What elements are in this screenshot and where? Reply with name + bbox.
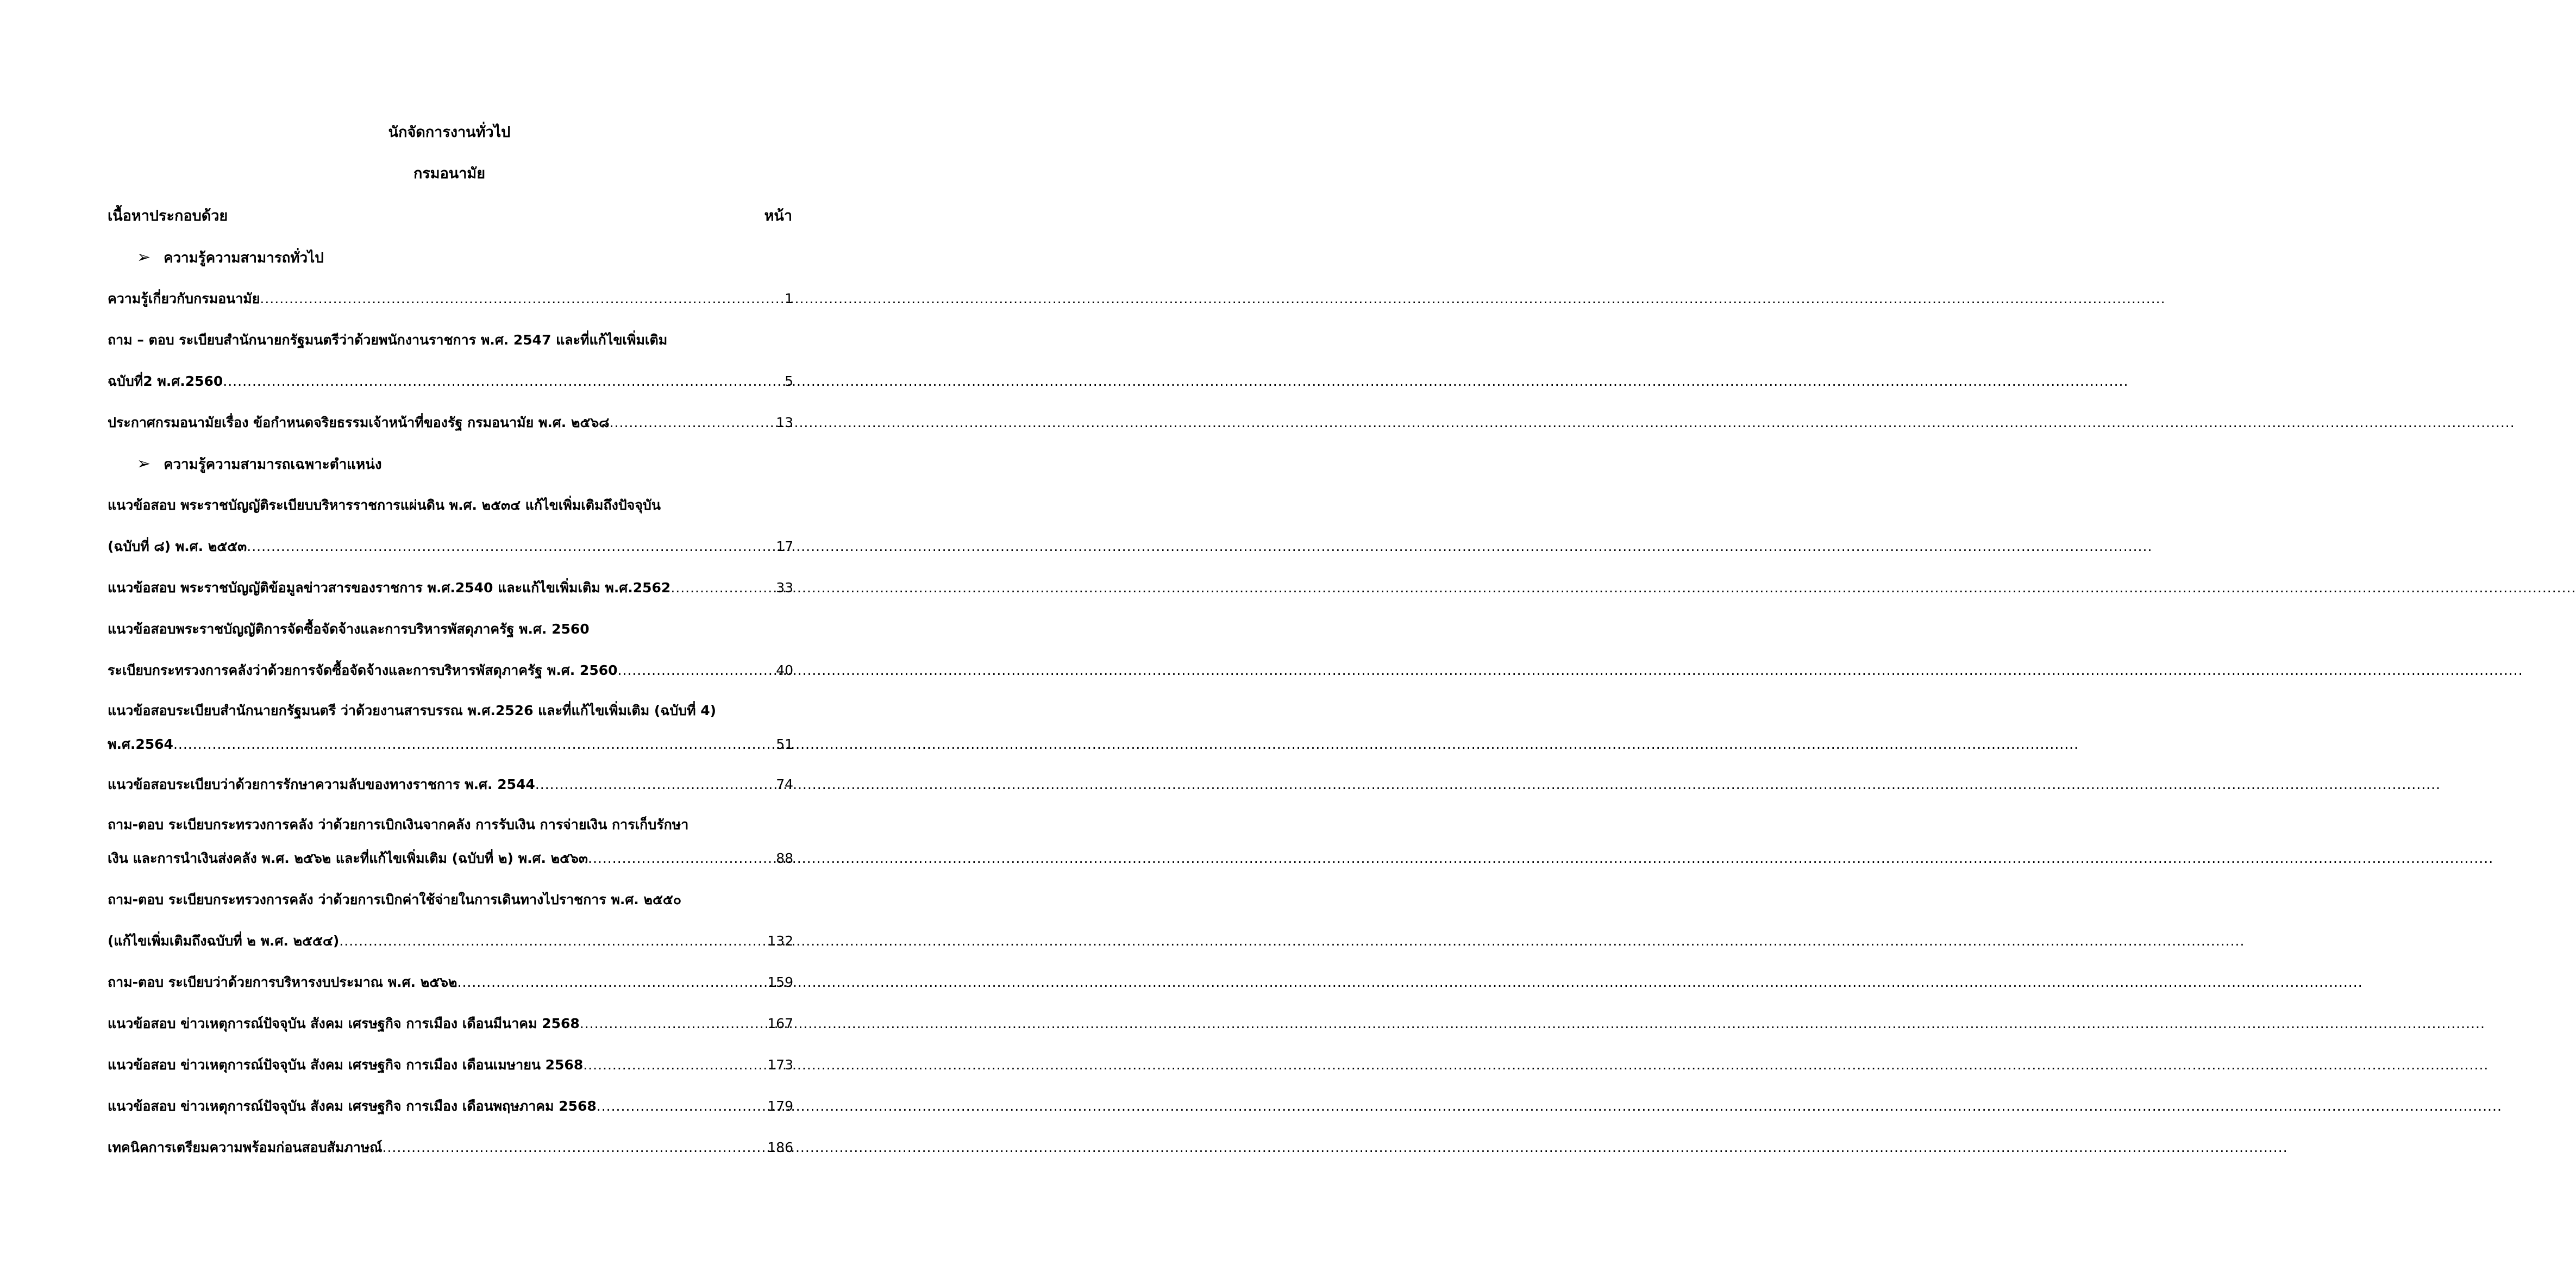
contents-heading-row bbox=[108, 205, 792, 227]
toc-entry bbox=[108, 1095, 793, 1117]
toc-entry bbox=[108, 371, 793, 392]
toc-entry bbox=[108, 1013, 793, 1035]
dot-leader bbox=[223, 371, 785, 392]
toc-entry-title: (แก้ไขเพิ่มเติมถึงฉบับที่ ๒ พ.ศ. ๒๕๕๔) bbox=[108, 933, 340, 949]
toc-entry-page: 51 bbox=[776, 736, 793, 752]
dot-leader bbox=[535, 774, 776, 796]
dot-leader bbox=[247, 536, 776, 558]
dot-leader bbox=[339, 930, 767, 952]
toc-entry-title: แนวข้อสอบระเบียบว่าด้วยการรักษาความลับของทางราชการ พ.ศ. 2544 bbox=[108, 777, 535, 792]
toc-entry-page: 74 bbox=[776, 777, 793, 792]
toc-entry bbox=[108, 288, 793, 310]
toc-entry-page: 17 bbox=[776, 539, 793, 554]
dot-leader bbox=[383, 1137, 768, 1159]
toc-entry-page: 132 bbox=[767, 933, 793, 949]
document-page bbox=[0, 0, 899, 1271]
toc-entry-title: เงิน และการนำเงินส่งคลัง พ.ศ. ๒๕๖๒ และที่แก้ไขเพิ่มเติม (ฉบับที่ ๒) พ.ศ. ๒๕๖๓ bbox=[108, 850, 588, 866]
toc-entry-title: เทคนิคการเตรียมความพร้อมก่อนสอบสัมภาษณ์ bbox=[108, 1139, 383, 1155]
toc-entry bbox=[108, 774, 793, 796]
toc-entry bbox=[108, 1137, 793, 1159]
dot-leader bbox=[457, 972, 768, 993]
toc-entry-title: แนวข้อสอบ ข่าวเหตุการณ์ปัจจุบัน สังคม เศรษฐกิจ การเมือง เดือนมีนาคม 2568 bbox=[108, 1016, 580, 1031]
dot-leader bbox=[173, 734, 776, 755]
document-subtitle: กรมอนามัย bbox=[413, 165, 486, 182]
dot-leader bbox=[610, 412, 776, 434]
toc-entry bbox=[108, 1054, 793, 1076]
toc-entry bbox=[108, 734, 793, 755]
toc-entry-title-line: ถาม-ตอบ ระเบียบกระทรวงการคลัง ว่าด้วยการเบิกเงินจากคลัง การรับเงิน การจ่ายเงิน การเก็บรักษา bbox=[108, 817, 689, 832]
toc-entry-page: 159 bbox=[767, 974, 793, 990]
section-specific-heading bbox=[137, 453, 382, 475]
dot-leader bbox=[583, 1054, 767, 1076]
toc-entry-title: แนวข้อสอบ ข่าวเหตุการณ์ปัจจุบัน สังคม เศรษฐกิจ การเมือง เดือนพฤษภาคม 2568 bbox=[108, 1098, 597, 1114]
toc-entry-title-line: แนวข้อสอบ พระราชบัญญัติระเบียบบริหารราชการแผ่นดิน พ.ศ. ๒๕๓๔ แก้ไขเพิ่มเติมถึงปัจจุบัน bbox=[108, 497, 661, 513]
dot-leader bbox=[588, 848, 776, 869]
toc-entry-page: 1 bbox=[785, 291, 793, 306]
toc-entry-title: ความรู้เกี่ยวกับกรมอนามัย bbox=[108, 291, 260, 306]
toc-entry-page: 40 bbox=[776, 662, 793, 678]
section-general-heading bbox=[137, 247, 324, 269]
toc-entry-title: ฉบับที่2 พ.ศ.2560 bbox=[108, 373, 223, 389]
arrow-bullet-icon: ➢ bbox=[137, 248, 151, 267]
toc-entry-title-line: ถาม – ตอบ ระเบียบสำนักนายกรัฐมนตรีว่าด้วยพนักงานราชการ พ.ศ. 2547 และที่แก้ไขเพิ่มเติม bbox=[108, 332, 668, 348]
toc-entry-page: 13 bbox=[776, 415, 793, 430]
toc-entry-title-line: ถาม-ตอบ ระเบียบกระทรวงการคลัง ว่าด้วยการเบิกค่าใช้จ่ายในการเดินทางไปราชการ พ.ศ. ๒๕๕๐ bbox=[108, 892, 682, 907]
toc-entry-title: ประกาศกรมอนามัยเรื่อง ข้อกำหนดจริยธรรมเจ้าหน้าที่ของรัฐ กรมอนามัย พ.ศ. ๒๕๖๘ bbox=[108, 415, 610, 430]
toc-entry-title-line: แนวข้อสอบพระราชบัญญัติการจัดซื้อจัดจ้างและการบริหารพัสดุภาครัฐ พ.ศ. 2560 bbox=[108, 621, 590, 637]
toc-entry bbox=[108, 660, 793, 681]
dot-leader bbox=[597, 1095, 768, 1117]
toc-entry-title: แนวข้อสอบ ข่าวเหตุการณ์ปัจจุบัน สังคม เศรษฐกิจ การเมือง เดือนเมษายน 2568 bbox=[108, 1057, 584, 1073]
section-specific-label: ความรู้ความสามารถเฉพาะตำแหน่ง bbox=[164, 456, 382, 473]
page-column-label: หน้า bbox=[764, 208, 792, 224]
section-general-label: ความรู้ความสามารถทั่วไป bbox=[164, 250, 324, 266]
toc-entry-page: 88 bbox=[776, 850, 793, 866]
toc-entry-title: แนวข้อสอบ พระราชบัญญัติข้อมูลข่าวสารของราชการ พ.ศ.2540 และแก้ไขเพิ่มเติม พ.ศ.2562 bbox=[108, 580, 671, 596]
arrow-bullet-icon: ➢ bbox=[137, 454, 151, 473]
toc-entry bbox=[108, 972, 793, 993]
dot-leader bbox=[670, 577, 776, 599]
contents-label: เนื้อหาประกอบด้วย bbox=[108, 208, 228, 224]
toc-entry-page: 167 bbox=[767, 1016, 793, 1031]
toc-entry-title: ระเบียบกระทรวงการคลังว่าด้วยการจัดซื้อจัดจ้างและการบริหารพัสดุภาครัฐ พ.ศ. 2560 bbox=[108, 662, 618, 678]
toc-entry-page: 5 bbox=[785, 373, 793, 389]
toc-entry-title: พ.ศ.2564 bbox=[108, 736, 173, 752]
document-title: นักจัดการงานทั่วไป bbox=[388, 124, 511, 141]
dot-leader bbox=[580, 1013, 768, 1035]
toc-entry-title: ถาม-ตอบ ระเบียบว่าด้วยการบริหารงบประมาณ พ.ศ. ๒๕๖๒ bbox=[108, 974, 457, 990]
toc-entry-page: 33 bbox=[776, 580, 793, 596]
toc-entry-page: 173 bbox=[767, 1057, 793, 1073]
toc-entry-title-line: แนวข้อสอบระเบียบสำนักนายกรัฐมนตรี ว่าด้วยงานสารบรรณ พ.ศ.2526 และที่แก้ไขเพิ่มเติม (ฉบับที่ 4) bbox=[108, 703, 717, 718]
toc-entry bbox=[108, 577, 793, 599]
toc-entry bbox=[108, 848, 793, 869]
toc-entry-page: 179 bbox=[767, 1098, 793, 1114]
dot-leader bbox=[260, 288, 785, 310]
toc-entry bbox=[108, 930, 793, 952]
dot-leader bbox=[618, 660, 776, 681]
toc-entry-page: 186 bbox=[767, 1139, 793, 1155]
toc-entry-title: (ฉบับที่ ๘) พ.ศ. ๒๕๕๓ bbox=[108, 539, 247, 554]
toc-entry bbox=[108, 536, 793, 558]
toc-entry bbox=[108, 412, 793, 434]
